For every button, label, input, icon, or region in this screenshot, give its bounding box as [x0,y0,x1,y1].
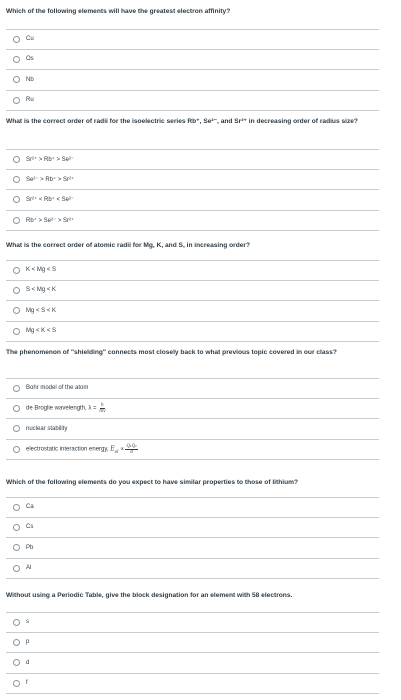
energy-subscript: el [114,449,119,455]
answer-label: nuclear stability [26,425,68,432]
answer-label: Cu [26,36,34,43]
answer-label-text: electrostatic interaction energy, [26,446,111,453]
radio-button[interactable] [13,267,20,274]
answer-label: Ca [26,504,34,511]
answer-label: Sr²⁺ < Rb⁺ < Se²⁻ [26,197,75,204]
answer-option[interactable] [6,440,379,461]
answer-option[interactable] [6,399,379,420]
radio-button[interactable] [13,425,20,432]
answer-option[interactable] [6,29,379,50]
answer-label-text: de Broglie wavelength, λ = [26,405,99,412]
lambda-denominator: mv [99,407,106,413]
answer-label: Se²⁻ > Rb⁺ > Sr²⁺ [26,176,75,183]
radio-button[interactable] [13,619,20,626]
answer-option[interactable] [6,653,379,674]
answer-label: Os [26,56,34,63]
answer-option[interactable] [6,612,379,633]
radio-button[interactable] [13,76,20,83]
answer-label: Pb [26,544,34,551]
answer-option[interactable] [6,211,379,232]
question-3-options [6,260,379,342]
question-5-text: Which of the following elements do you expect to have similar properties to those of lithium? [6,479,298,486]
radio-button[interactable] [13,56,20,63]
answer-option[interactable] [6,149,379,170]
answer-label: Ru [26,97,34,104]
answer-option[interactable] [6,281,379,302]
proportional-sign: ∝ [120,446,125,453]
answer-option[interactable] [6,50,379,71]
answer-option[interactable] [6,518,379,539]
question-3-text: What is the correct order of atomic radii for Mg, K, and S, in increasing order? [6,242,251,249]
radio-button[interactable] [13,217,20,224]
radio-button[interactable] [13,446,20,453]
radio-button[interactable] [13,156,20,163]
radio-button[interactable] [13,385,20,392]
question-4-text: The phenomenon of "shielding" connects most closely back to what previous topic covered in our class? [6,349,337,356]
radio-button[interactable] [13,97,20,104]
radio-button[interactable] [13,544,20,551]
answer-option[interactable] [6,497,379,518]
question-2-text: What is the correct order of radii for the isoelectric series Rb⁺, Se²⁻, and Sr²⁺ in decreasing order of radius size? [6,118,358,125]
answer-label: Bohr model of the atom [26,385,89,392]
answer-option[interactable] [6,633,379,654]
lambda-numerator: h [101,402,104,408]
question-1-options [6,29,379,111]
answer-option[interactable] [6,70,379,91]
answer-label: d [26,659,30,666]
answer-label: p [26,639,30,646]
answer-label: Mg < S < K [26,307,57,314]
question-5-options [6,497,379,579]
answer-label: Mg < K < S [26,328,57,335]
question-2-options [6,149,379,231]
answer-option[interactable] [6,538,379,559]
answer-option[interactable] [6,260,379,281]
radio-button[interactable] [13,565,20,572]
answer-label: Al [26,565,32,572]
energy-symbol: E [110,445,115,453]
answer-label [26,403,106,413]
answer-option[interactable] [6,378,379,399]
radio-button[interactable] [13,287,20,294]
radio-button[interactable] [13,504,20,511]
answer-option[interactable] [6,301,379,322]
answer-label: Sr²⁺ > Rb⁺ > Se²⁻ [26,156,75,163]
radio-button[interactable] [13,328,20,335]
answer-label: s [26,619,29,626]
radio-button[interactable] [13,639,20,646]
answer-option[interactable] [6,322,379,343]
question-6-options [6,612,379,694]
answer-option[interactable] [6,91,379,112]
answer-label: Rb⁺ > Se²⁻ > Sr²⁺ [26,217,75,224]
answer-option[interactable] [6,190,379,211]
radio-button[interactable] [13,36,20,43]
answer-label: f [26,680,28,687]
radio-button[interactable] [13,307,20,314]
radio-button[interactable] [13,405,20,412]
answer-option[interactable] [6,170,379,191]
question-6-text: Without using a Periodic Table, give the block designation for an element with 58 electrons. [6,592,293,599]
answer-option[interactable] [6,419,379,440]
lambda-fraction [99,403,105,413]
answer-label: Cs [26,524,34,531]
radio-button[interactable] [13,524,20,531]
energy-numerator: Q₁Q₂ [126,443,137,449]
question-1-text: Which of the following elements will have the greatest electron affinity? [6,8,231,15]
answer-option[interactable] [6,559,379,580]
answer-label: Nb [26,76,34,83]
answer-label: S < Mg < K [26,287,57,294]
radio-button[interactable] [13,176,20,183]
question-4-options [6,378,379,460]
answer-option[interactable] [6,674,379,695]
energy-denominator: d [130,448,133,454]
answer-label: K < Mg < S [26,267,57,274]
radio-button[interactable] [13,196,20,203]
energy-fraction [125,444,137,454]
radio-button[interactable] [13,659,20,666]
answer-label [26,444,138,454]
radio-button[interactable] [13,680,20,687]
